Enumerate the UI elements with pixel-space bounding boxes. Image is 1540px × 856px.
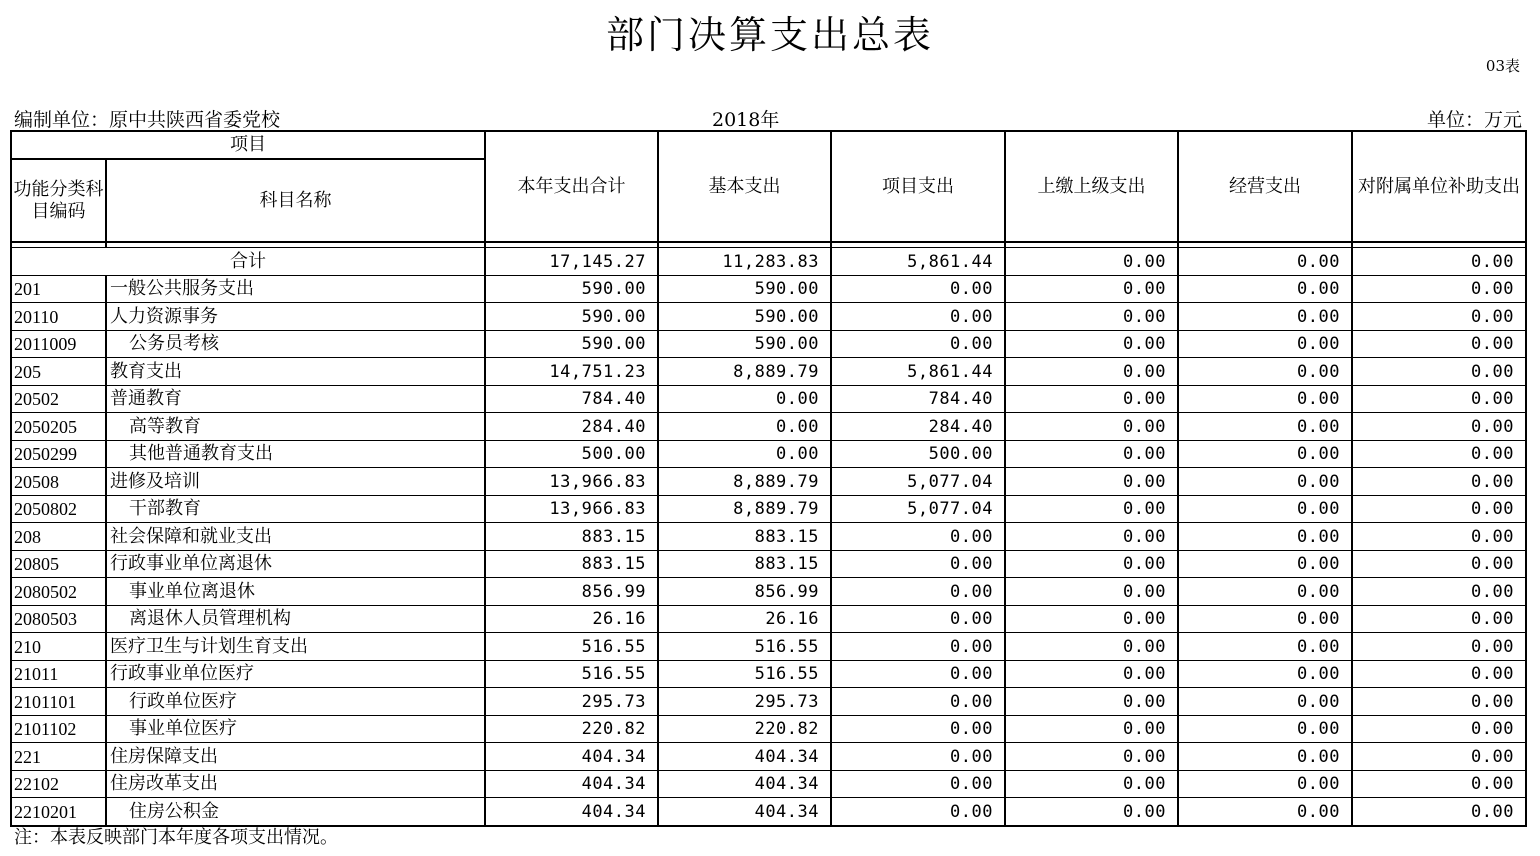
amount-basic: 295.73 bbox=[658, 688, 831, 716]
amount-basic: 590.00 bbox=[658, 330, 831, 358]
subject-code: 205 bbox=[11, 358, 106, 386]
amount-project: 0.00 bbox=[831, 715, 1005, 743]
amount-business: 0.00 bbox=[1178, 440, 1352, 468]
header-code: 功能分类科目编码 bbox=[11, 159, 106, 242]
amount-subsidy: 0.00 bbox=[1352, 385, 1526, 413]
subject-name: 住房保障支出 bbox=[106, 743, 485, 771]
table-row bbox=[11, 743, 1526, 771]
subject-code: 2011009 bbox=[11, 330, 106, 358]
amount-subsidy: 0.00 bbox=[1352, 358, 1526, 386]
table-row bbox=[11, 495, 1526, 523]
subject-name: 干部教育 bbox=[106, 495, 485, 523]
table-row bbox=[11, 275, 1526, 303]
amount-basic: 516.55 bbox=[658, 660, 831, 688]
subject-name: 普通教育 bbox=[106, 385, 485, 413]
subject-name: 人力资源事务 bbox=[106, 303, 485, 331]
amount-business: 0.00 bbox=[1178, 413, 1352, 441]
amount-business: 0.00 bbox=[1178, 248, 1352, 276]
amount-subsidy: 0.00 bbox=[1352, 770, 1526, 798]
amount-subsidy: 0.00 bbox=[1352, 660, 1526, 688]
amount-business: 0.00 bbox=[1178, 633, 1352, 661]
subject-code: 201 bbox=[11, 275, 106, 303]
expenditure-table bbox=[10, 130, 1527, 827]
amount-superior: 0.00 bbox=[1005, 798, 1178, 826]
subject-name: 社会保障和就业支出 bbox=[106, 523, 485, 551]
amount-project: 0.00 bbox=[831, 660, 1005, 688]
amount-project: 0.00 bbox=[831, 798, 1005, 826]
table-row bbox=[11, 633, 1526, 661]
amount-business: 0.00 bbox=[1178, 715, 1352, 743]
table-row bbox=[11, 578, 1526, 606]
amount-subsidy: 0.00 bbox=[1352, 550, 1526, 578]
amount-superior: 0.00 bbox=[1005, 688, 1178, 716]
table-row bbox=[11, 385, 1526, 413]
header-business: 经营支出 bbox=[1178, 131, 1352, 242]
table-row bbox=[11, 523, 1526, 551]
amount-subsidy: 0.00 bbox=[1352, 303, 1526, 331]
table-row bbox=[11, 358, 1526, 386]
amount-project: 0.00 bbox=[831, 605, 1005, 633]
amount-business: 0.00 bbox=[1178, 330, 1352, 358]
table-row bbox=[11, 715, 1526, 743]
table-row bbox=[11, 550, 1526, 578]
subject-code: 2050205 bbox=[11, 413, 106, 441]
amount-project: 0.00 bbox=[831, 523, 1005, 551]
subject-name: 教育支出 bbox=[106, 358, 485, 386]
subject-name: 一般公共服务支出 bbox=[106, 275, 485, 303]
table-row bbox=[11, 660, 1526, 688]
amount-superior: 0.00 bbox=[1005, 385, 1178, 413]
amount-total: 590.00 bbox=[485, 330, 658, 358]
amount-project: 5,077.04 bbox=[831, 468, 1005, 496]
subject-name: 住房改革支出 bbox=[106, 770, 485, 798]
table-number: 03表 bbox=[1485, 57, 1520, 75]
amount-project: 0.00 bbox=[831, 743, 1005, 771]
subject-name: 离退休人员管理机构 bbox=[106, 605, 485, 633]
amount-project: 500.00 bbox=[831, 440, 1005, 468]
amount-total: 14,751.23 bbox=[485, 358, 658, 386]
amount-business: 0.00 bbox=[1178, 798, 1352, 826]
amount-basic: 590.00 bbox=[658, 303, 831, 331]
total-label: 合计 bbox=[11, 248, 485, 276]
amount-subsidy: 0.00 bbox=[1352, 248, 1526, 276]
subject-code: 2101101 bbox=[11, 688, 106, 716]
amount-project: 5,861.44 bbox=[831, 248, 1005, 276]
amount-subsidy: 0.00 bbox=[1352, 715, 1526, 743]
reporting-unit: 编制单位：原中共陕西省委党校 bbox=[14, 109, 281, 131]
amount-basic: 26.16 bbox=[658, 605, 831, 633]
subject-code: 210 bbox=[11, 633, 106, 661]
table-row bbox=[11, 413, 1526, 441]
amount-business: 0.00 bbox=[1178, 550, 1352, 578]
table-row bbox=[11, 303, 1526, 331]
table-body bbox=[11, 242, 1526, 826]
amount-subsidy: 0.00 bbox=[1352, 413, 1526, 441]
header-project: 项目支出 bbox=[831, 131, 1005, 242]
amount-total: 220.82 bbox=[485, 715, 658, 743]
amount-business: 0.00 bbox=[1178, 660, 1352, 688]
subject-code: 2080503 bbox=[11, 605, 106, 633]
subject-name: 进修及培训 bbox=[106, 468, 485, 496]
amount-project: 0.00 bbox=[831, 578, 1005, 606]
amount-subsidy: 0.00 bbox=[1352, 495, 1526, 523]
amount-business: 0.00 bbox=[1178, 605, 1352, 633]
page-title: 部门决算支出总表 bbox=[605, 13, 934, 57]
table-row bbox=[11, 440, 1526, 468]
amount-basic: 0.00 bbox=[658, 385, 831, 413]
amount-basic: 220.82 bbox=[658, 715, 831, 743]
amount-project: 5,077.04 bbox=[831, 495, 1005, 523]
amount-superior: 0.00 bbox=[1005, 633, 1178, 661]
amount-total: 404.34 bbox=[485, 743, 658, 771]
amount-total: 295.73 bbox=[485, 688, 658, 716]
subject-name: 其他普通教育支出 bbox=[106, 440, 485, 468]
subject-code: 2050299 bbox=[11, 440, 106, 468]
subject-name: 事业单位离退休 bbox=[106, 578, 485, 606]
amount-superior: 0.00 bbox=[1005, 495, 1178, 523]
header-superior: 上缴上级支出 bbox=[1005, 131, 1178, 242]
amount-business: 0.00 bbox=[1178, 275, 1352, 303]
amount-business: 0.00 bbox=[1178, 303, 1352, 331]
amount-basic: 404.34 bbox=[658, 743, 831, 771]
amount-project: 784.40 bbox=[831, 385, 1005, 413]
amount-project: 0.00 bbox=[831, 275, 1005, 303]
amount-project: 0.00 bbox=[831, 633, 1005, 661]
amount-total: 13,966.83 bbox=[485, 468, 658, 496]
subject-code: 22102 bbox=[11, 770, 106, 798]
amount-total: 404.34 bbox=[485, 770, 658, 798]
amount-superior: 0.00 bbox=[1005, 468, 1178, 496]
amount-business: 0.00 bbox=[1178, 523, 1352, 551]
amount-superior: 0.00 bbox=[1005, 715, 1178, 743]
subject-code: 20502 bbox=[11, 385, 106, 413]
subject-code: 221 bbox=[11, 743, 106, 771]
amount-subsidy: 0.00 bbox=[1352, 578, 1526, 606]
table-row bbox=[11, 770, 1526, 798]
amount-superior: 0.00 bbox=[1005, 743, 1178, 771]
amount-business: 0.00 bbox=[1178, 468, 1352, 496]
amount-basic: 516.55 bbox=[658, 633, 831, 661]
amount-project: 0.00 bbox=[831, 688, 1005, 716]
amount-basic: 8,889.79 bbox=[658, 468, 831, 496]
amount-business: 0.00 bbox=[1178, 578, 1352, 606]
amount-subsidy: 0.00 bbox=[1352, 330, 1526, 358]
amount-project: 284.40 bbox=[831, 413, 1005, 441]
amount-basic: 0.00 bbox=[658, 440, 831, 468]
header-total: 本年支出合计 bbox=[485, 131, 658, 242]
amount-subsidy: 0.00 bbox=[1352, 688, 1526, 716]
amount-total: 516.55 bbox=[485, 660, 658, 688]
amount-superior: 0.00 bbox=[1005, 358, 1178, 386]
amount-basic: 883.15 bbox=[658, 523, 831, 551]
amount-basic: 11,283.83 bbox=[658, 248, 831, 276]
subject-code: 2210201 bbox=[11, 798, 106, 826]
subject-name: 事业单位医疗 bbox=[106, 715, 485, 743]
amount-superior: 0.00 bbox=[1005, 550, 1178, 578]
amount-subsidy: 0.00 bbox=[1352, 743, 1526, 771]
table-row bbox=[11, 605, 1526, 633]
amount-basic: 8,889.79 bbox=[658, 495, 831, 523]
amount-business: 0.00 bbox=[1178, 688, 1352, 716]
amount-total: 516.55 bbox=[485, 633, 658, 661]
amount-project: 0.00 bbox=[831, 303, 1005, 331]
subject-name: 行政单位医疗 bbox=[106, 688, 485, 716]
header-subsidy: 对附属单位补助支出 bbox=[1352, 131, 1526, 242]
subject-name: 医疗卫生与计划生育支出 bbox=[106, 633, 485, 661]
amount-total: 17,145.27 bbox=[485, 248, 658, 276]
table-row bbox=[11, 798, 1526, 826]
amount-business: 0.00 bbox=[1178, 770, 1352, 798]
amount-superior: 0.00 bbox=[1005, 523, 1178, 551]
amount-basic: 590.00 bbox=[658, 275, 831, 303]
amount-basic: 0.00 bbox=[658, 413, 831, 441]
header-name: 科目名称 bbox=[106, 159, 485, 242]
subject-code: 20508 bbox=[11, 468, 106, 496]
amount-total: 284.40 bbox=[485, 413, 658, 441]
amount-total: 26.16 bbox=[485, 605, 658, 633]
amount-basic: 8,889.79 bbox=[658, 358, 831, 386]
amount-basic: 404.34 bbox=[658, 770, 831, 798]
amount-basic: 404.34 bbox=[658, 798, 831, 826]
amount-total: 856.99 bbox=[485, 578, 658, 606]
subject-code: 2101102 bbox=[11, 715, 106, 743]
amount-project: 0.00 bbox=[831, 330, 1005, 358]
amount-project: 5,861.44 bbox=[831, 358, 1005, 386]
subject-code: 2080502 bbox=[11, 578, 106, 606]
amount-superior: 0.00 bbox=[1005, 770, 1178, 798]
table-row bbox=[11, 688, 1526, 716]
amount-subsidy: 0.00 bbox=[1352, 798, 1526, 826]
amount-superior: 0.00 bbox=[1005, 248, 1178, 276]
amount-superior: 0.00 bbox=[1005, 330, 1178, 358]
amount-total: 590.00 bbox=[485, 275, 658, 303]
amount-superior: 0.00 bbox=[1005, 275, 1178, 303]
amount-total: 500.00 bbox=[485, 440, 658, 468]
subject-name: 住房公积金 bbox=[106, 798, 485, 826]
table-row bbox=[11, 330, 1526, 358]
amount-basic: 856.99 bbox=[658, 578, 831, 606]
total-row bbox=[11, 248, 1526, 276]
amount-business: 0.00 bbox=[1178, 385, 1352, 413]
amount-superior: 0.00 bbox=[1005, 605, 1178, 633]
amount-superior: 0.00 bbox=[1005, 578, 1178, 606]
subject-code: 21011 bbox=[11, 660, 106, 688]
subject-code: 20110 bbox=[11, 303, 106, 331]
footnote: 注：本表反映部门本年度各项支出情况。 bbox=[14, 827, 338, 848]
amount-superior: 0.00 bbox=[1005, 440, 1178, 468]
amount-subsidy: 0.00 bbox=[1352, 275, 1526, 303]
subject-name: 公务员考核 bbox=[106, 330, 485, 358]
subject-name: 行政事业单位医疗 bbox=[106, 660, 485, 688]
amount-total: 404.34 bbox=[485, 798, 658, 826]
amount-superior: 0.00 bbox=[1005, 303, 1178, 331]
subject-code: 208 bbox=[11, 523, 106, 551]
table-row bbox=[11, 468, 1526, 496]
amount-project: 0.00 bbox=[831, 770, 1005, 798]
amount-superior: 0.00 bbox=[1005, 660, 1178, 688]
currency-unit: 单位：万元 bbox=[1426, 109, 1522, 131]
amount-business: 0.00 bbox=[1178, 358, 1352, 386]
amount-subsidy: 0.00 bbox=[1352, 605, 1526, 633]
amount-total: 784.40 bbox=[485, 385, 658, 413]
header-basic: 基本支出 bbox=[658, 131, 831, 242]
amount-subsidy: 0.00 bbox=[1352, 440, 1526, 468]
amount-superior: 0.00 bbox=[1005, 413, 1178, 441]
amount-total: 883.15 bbox=[485, 550, 658, 578]
subject-name: 行政事业单位离退休 bbox=[106, 550, 485, 578]
amount-subsidy: 0.00 bbox=[1352, 468, 1526, 496]
subject-code: 20805 bbox=[11, 550, 106, 578]
amount-basic: 883.15 bbox=[658, 550, 831, 578]
header-item: 项目 bbox=[11, 131, 485, 159]
amount-business: 0.00 bbox=[1178, 743, 1352, 771]
amount-total: 590.00 bbox=[485, 303, 658, 331]
amount-total: 13,966.83 bbox=[485, 495, 658, 523]
amount-project: 0.00 bbox=[831, 550, 1005, 578]
subject-name: 高等教育 bbox=[106, 413, 485, 441]
amount-total: 883.15 bbox=[485, 523, 658, 551]
subject-code: 2050802 bbox=[11, 495, 106, 523]
report-year: 2018年 bbox=[712, 109, 780, 131]
amount-business: 0.00 bbox=[1178, 495, 1352, 523]
amount-subsidy: 0.00 bbox=[1352, 633, 1526, 661]
amount-subsidy: 0.00 bbox=[1352, 523, 1526, 551]
